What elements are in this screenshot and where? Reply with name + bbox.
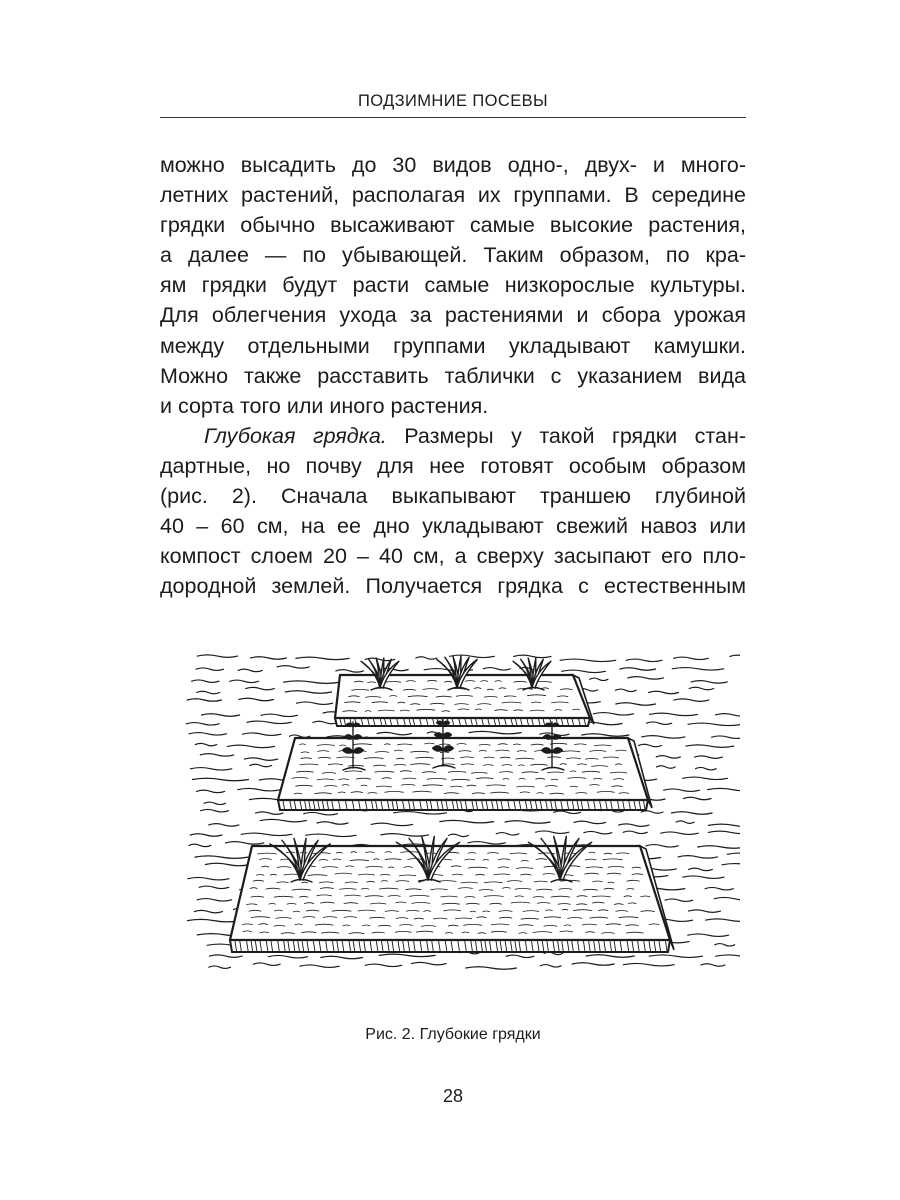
- ground-stroke: [688, 934, 729, 937]
- ground-stroke: [241, 833, 292, 836]
- ground-stroke: [260, 819, 306, 822]
- ground-stroke: [284, 681, 341, 684]
- ground-stroke: [192, 680, 219, 683]
- ground-stroke: [505, 821, 550, 824]
- leaf: [437, 721, 444, 724]
- ground-stroke: [250, 764, 272, 767]
- ground-stroke: [689, 868, 713, 871]
- ground-stroke: [197, 899, 231, 902]
- ground-stroke: [646, 845, 678, 848]
- ground-stroke: [689, 687, 714, 690]
- ground-stroke: [205, 863, 250, 866]
- ground-stroke: [247, 721, 291, 724]
- ground-stroke: [239, 698, 274, 701]
- ground-stroke: [253, 963, 280, 966]
- ground-stroke: [197, 790, 225, 793]
- text-line: дартные, но почву для нее готовят особым образом: [160, 453, 746, 478]
- bed-top-surface: [278, 738, 648, 800]
- ground-stroke: [197, 655, 237, 658]
- ground-stroke: [251, 657, 287, 660]
- ground-stroke: [683, 876, 724, 879]
- leaf: [443, 721, 450, 724]
- ground-stroke: [708, 824, 740, 827]
- text-run: Размеры у такой грядки стан-: [386, 423, 746, 448]
- ground-stroke: [230, 680, 259, 683]
- text-line: (рис. 2). Сначала выкапывают траншею глубиной: [160, 484, 746, 509]
- ground-stroke: [649, 691, 679, 694]
- ground-stroke: [620, 668, 656, 671]
- ground-stroke: [440, 820, 494, 823]
- ground-stroke: [466, 967, 517, 970]
- text-line: компост слоем 20 – 40 см, а сверху засыпают его пло-: [160, 544, 746, 569]
- leaf: [353, 723, 360, 726]
- ground-stroke: [664, 789, 700, 792]
- ground-stroke: [628, 677, 664, 680]
- ground-stroke: [371, 823, 412, 826]
- ground-stroke: [656, 756, 680, 759]
- ground-stroke: [689, 910, 721, 913]
- text-line: между отдельными группами укладывают камушки.: [160, 333, 746, 358]
- ground-stroke: [562, 670, 606, 673]
- ground-stroke: [715, 944, 735, 947]
- beds-layer: [230, 675, 674, 952]
- text-line: Можно также расставить таблички с указанием вида: [160, 363, 746, 388]
- ground-stroke: [619, 824, 649, 827]
- ground-stroke: [665, 899, 693, 902]
- ground-stroke: [297, 702, 333, 705]
- ground-stroke: [514, 655, 551, 658]
- ground-stroke: [683, 777, 728, 780]
- ground-stroke: [190, 834, 222, 837]
- ground-stroke: [684, 797, 712, 800]
- ground-stroke: [300, 965, 339, 968]
- ground-stroke: [641, 811, 663, 814]
- ground-stroke: [586, 955, 634, 958]
- ground-stroke: [714, 897, 740, 900]
- ground-stroke: [572, 963, 614, 966]
- ground-stroke: [194, 910, 222, 913]
- text-line: Для облегчения ухода за растениями и сбора урожая: [160, 303, 746, 328]
- ground-stroke: [584, 831, 612, 834]
- leaf: [435, 733, 443, 737]
- ground-stroke: [225, 842, 263, 845]
- section-lead-italic: Глубокая грядка.: [204, 423, 387, 448]
- ground-stroke: [238, 669, 262, 672]
- ground-stroke: [394, 812, 447, 815]
- ground-stroke: [321, 956, 363, 959]
- ground-stroke: [574, 821, 606, 824]
- ground-stroke: [201, 809, 229, 812]
- ground-stroke: [195, 743, 216, 746]
- text-line: можно высадить до 30 видов одно-, двух- и много-: [160, 153, 746, 177]
- ground-stroke: [193, 778, 249, 781]
- ground-stroke: [540, 965, 561, 968]
- ground-stroke: [204, 802, 225, 805]
- ground-stroke: [686, 745, 734, 748]
- ground-stroke: [188, 919, 241, 922]
- ground-stroke: [649, 955, 702, 958]
- ground-stroke: [688, 723, 740, 726]
- ground-stroke: [313, 721, 338, 724]
- running-head: ПОДЗИМНИЕ ПОСЕВЫ: [357, 92, 549, 110]
- ground-stroke: [722, 864, 740, 867]
- ground-stroke: [676, 821, 694, 824]
- ground-stroke: [188, 877, 229, 880]
- ground-stroke: [708, 831, 740, 834]
- leaf: [552, 723, 559, 726]
- garden-beds-illustration: [180, 640, 740, 980]
- ground-stroke: [296, 657, 349, 660]
- ground-stroke: [582, 734, 629, 737]
- ground-stroke: [705, 887, 733, 890]
- ground-stroke: [716, 714, 741, 717]
- leaf: [345, 735, 353, 739]
- ground-stroke: [716, 955, 740, 958]
- text-line: 40 – 60 см, на ее дно укладывают свежий навоз или: [160, 514, 746, 539]
- text-line: и сорта того или иного растения.: [160, 393, 489, 418]
- ground-stroke: [701, 964, 725, 967]
- leaf: [546, 723, 553, 726]
- ground-stroke: [285, 691, 331, 694]
- ground-stroke: [238, 788, 281, 791]
- ground-stroke: [245, 758, 278, 761]
- paragraph-first-line: [160, 421, 746, 451]
- ground-stroke: [695, 756, 723, 759]
- ground-stroke: [623, 831, 647, 834]
- header-rule: [160, 117, 746, 118]
- ground-stroke: [449, 834, 469, 837]
- page-number: 28: [442, 1086, 464, 1106]
- ground-stroke: [306, 834, 356, 837]
- ground-stroke: [623, 963, 674, 966]
- ground-stroke: [616, 703, 656, 706]
- ground-stroke: [483, 668, 510, 671]
- ground-stroke: [712, 736, 740, 739]
- ground-stroke: [468, 842, 505, 845]
- text-line: ям грядки будут расти самые низкорослые культуры.: [160, 273, 746, 298]
- ground-stroke: [379, 954, 435, 957]
- ground-stroke: [190, 768, 231, 771]
- ground-stroke: [626, 659, 662, 662]
- ground-stroke: [227, 745, 274, 748]
- text-line: а далее — по убывающей. Таким образом, по кра-: [160, 243, 746, 268]
- ground-stroke: [672, 812, 713, 815]
- ground-stroke: [187, 699, 221, 702]
- ground-stroke: [650, 713, 698, 716]
- ground-stroke: [696, 767, 717, 770]
- ground-stroke: [706, 919, 740, 922]
- ground-stroke: [506, 955, 534, 958]
- ground-stroke: [246, 687, 275, 690]
- ground-stroke: [496, 833, 519, 836]
- ground-stroke: [656, 766, 675, 769]
- ground-stroke: [661, 832, 699, 835]
- ground-stroke: [642, 736, 685, 739]
- ground-stroke: [554, 811, 581, 814]
- ground-stroke: [469, 731, 521, 734]
- leaf: [544, 735, 552, 739]
- ground-stroke: [377, 732, 411, 735]
- ground-stroke: [674, 699, 709, 702]
- ground-stroke: [209, 824, 239, 827]
- ground-stroke: [691, 681, 727, 684]
- ground-stroke: [560, 659, 616, 662]
- ground-stroke: [256, 812, 284, 815]
- ground-stroke: [199, 886, 229, 889]
- ground-stroke: [268, 955, 307, 958]
- ground-stroke: [590, 678, 608, 681]
- ground-stroke: [727, 853, 740, 856]
- ground-stroke: [277, 666, 309, 669]
- ground-stroke: [365, 964, 402, 967]
- ground-stroke: [616, 689, 637, 692]
- ground-stroke: [304, 812, 338, 815]
- figure-caption: Рис. 2. Глубокие грядки: [365, 1026, 541, 1043]
- ground-stroke: [195, 856, 248, 859]
- leaf: [552, 735, 560, 739]
- ground-stroke: [186, 723, 219, 726]
- ground-stroke: [210, 955, 243, 958]
- ground-stroke: [189, 844, 211, 847]
- leaf: [353, 735, 361, 739]
- ground-stroke: [200, 754, 233, 757]
- ground-stroke: [698, 846, 740, 849]
- ground-stroke: [196, 668, 223, 671]
- ground-stroke: [189, 733, 226, 736]
- body-text: [160, 150, 746, 601]
- ground-stroke: [450, 655, 495, 658]
- ground-stroke: [536, 831, 569, 834]
- ground-stroke: [678, 856, 717, 859]
- ground-stroke: [416, 657, 437, 660]
- leaf: [347, 723, 354, 726]
- text-line: летних растений, располагая их группами. В середине: [160, 183, 746, 208]
- ground-stroke: [639, 744, 662, 747]
- text-line: грядки обычно высаживают самые высокие растения,: [160, 213, 746, 238]
- ground-stroke: [411, 962, 446, 965]
- ground-stroke: [209, 966, 231, 969]
- ground-stroke: [261, 714, 297, 717]
- ground-stroke: [243, 733, 281, 736]
- ground-stroke: [593, 713, 633, 716]
- ground-stroke: [730, 655, 740, 658]
- ground-stroke: [336, 670, 364, 673]
- ground-stroke: [708, 788, 740, 791]
- ground-stroke: [647, 722, 672, 725]
- ground-stroke: [202, 714, 240, 717]
- ground-stroke: [317, 822, 348, 825]
- ground-stroke: [674, 657, 709, 660]
- ground-stroke: [197, 691, 220, 694]
- ground-stroke: [672, 668, 724, 671]
- text-line: дородной землей. Получается грядка с естественным: [160, 574, 746, 599]
